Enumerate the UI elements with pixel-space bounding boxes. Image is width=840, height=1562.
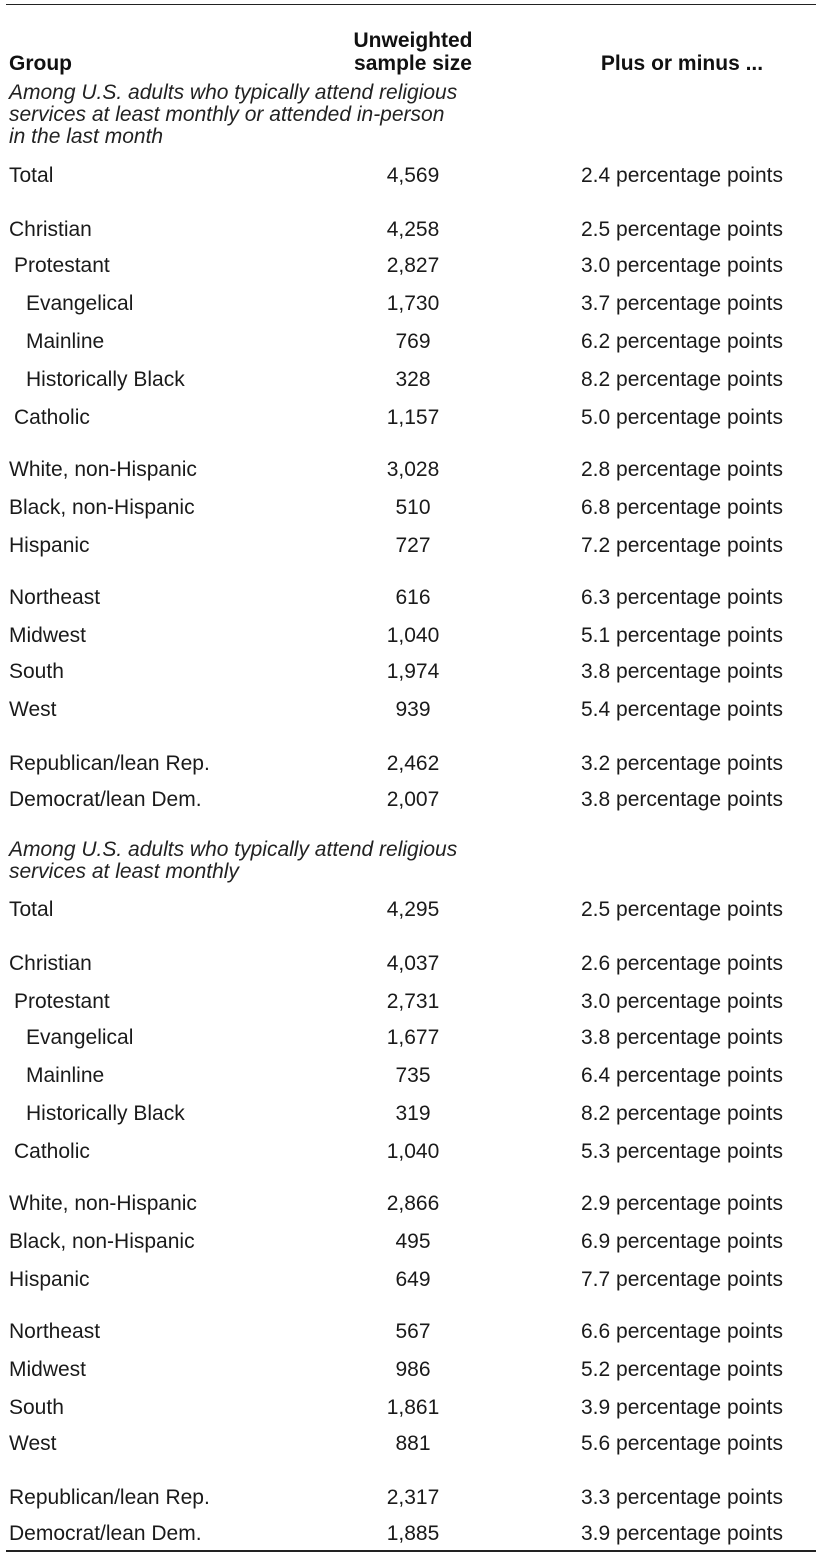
group-cell: Black, non-Hispanic — [9, 1230, 195, 1253]
group-cell: South — [9, 660, 64, 683]
group-cell: White, non-Hispanic — [9, 1192, 197, 1215]
section-title — [9, 839, 569, 883]
moe-cell: 3.0 percentage points — [581, 990, 783, 1013]
table-row — [0, 1265, 840, 1295]
moe-cell: 3.9 percentage points — [581, 1396, 783, 1419]
group-cell: Midwest — [9, 624, 87, 647]
group-cell: Midwest — [9, 1358, 87, 1381]
group-cell: Christian — [9, 952, 92, 975]
sample-size-cell: 319 — [395, 1102, 431, 1125]
sample-size-cell: 328 — [395, 368, 431, 391]
moe-cell: 6.2 percentage points — [581, 330, 783, 353]
table-row — [0, 1061, 840, 1091]
group-cell: Democrat/lean Dem. — [9, 1522, 202, 1545]
section-title-line: services at least monthly or attended in-person — [9, 103, 445, 126]
sample-size-cell: 2,827 — [386, 254, 440, 277]
sample-size-cell: 727 — [395, 534, 431, 557]
bottom-rule — [6, 1550, 816, 1552]
header-group: Group — [9, 52, 72, 75]
moe-cell: 3.7 percentage points — [581, 292, 783, 315]
moe-cell: 3.3 percentage points — [581, 1486, 783, 1509]
table-row — [0, 895, 840, 925]
table-row — [0, 1227, 840, 1257]
table-row — [0, 161, 840, 191]
group-cell: Evangelical — [26, 1026, 134, 1049]
header-sample-line1: Unweighted — [353, 29, 473, 52]
sample-size-cell: 1,974 — [386, 660, 440, 683]
moe-cell: 2.8 percentage points — [581, 458, 783, 481]
group-cell: Historically Black — [26, 1102, 185, 1125]
table-row — [0, 1023, 840, 1053]
sample-size-cell: 4,258 — [386, 218, 440, 241]
sample-size-cell: 2,007 — [386, 788, 440, 811]
group-cell: Northeast — [9, 1320, 101, 1343]
sample-size-cell: 2,866 — [386, 1192, 440, 1215]
group-cell: Christian — [9, 218, 92, 241]
group-cell: Protestant — [14, 254, 110, 277]
table-row — [0, 987, 840, 1017]
sample-size-cell: 510 — [395, 496, 431, 519]
table-row — [0, 327, 840, 357]
sample-size-cell: 2,462 — [386, 752, 440, 775]
sample-size-cell: 939 — [395, 698, 431, 721]
table-row — [0, 749, 840, 779]
sample-size-cell: 735 — [395, 1064, 431, 1087]
sample-size-cell: 769 — [395, 330, 431, 353]
group-cell: Evangelical — [26, 292, 134, 315]
table-row — [0, 215, 840, 245]
moe-cell: 5.3 percentage points — [581, 1140, 783, 1163]
sample-size-cell: 1,157 — [386, 406, 440, 429]
moe-cell: 2.5 percentage points — [581, 218, 783, 241]
moe-cell: 3.9 percentage points — [581, 1522, 783, 1545]
group-cell: Mainline — [26, 330, 105, 353]
group-cell: Catholic — [14, 406, 90, 429]
group-cell: Total — [9, 164, 54, 187]
moe-cell: 5.2 percentage points — [581, 1358, 783, 1381]
group-cell: Mainline — [26, 1064, 105, 1087]
group-cell: Democrat/lean Dem. — [9, 788, 202, 811]
table-row — [0, 1355, 840, 1385]
group-cell: Black, non-Hispanic — [9, 496, 195, 519]
table-row — [0, 1483, 840, 1513]
moe-cell: 2.5 percentage points — [581, 898, 783, 921]
group-cell: Hispanic — [9, 1268, 90, 1291]
section-title-line: Among U.S. adults who typically attend religious — [9, 81, 458, 104]
table-row — [0, 455, 840, 485]
moe-cell: 5.4 percentage points — [581, 698, 783, 721]
table-row — [0, 531, 840, 561]
table-row — [0, 1393, 840, 1423]
moe-cell: 6.9 percentage points — [581, 1230, 783, 1253]
header-sample-size — [330, 29, 496, 75]
moe-cell: 8.2 percentage points — [581, 1102, 783, 1125]
sample-size-cell: 1,885 — [386, 1522, 440, 1545]
table-row — [0, 695, 840, 725]
group-cell: South — [9, 1396, 64, 1419]
moe-cell: 6.8 percentage points — [581, 496, 783, 519]
group-cell: Catholic — [14, 1140, 90, 1163]
table-row — [0, 365, 840, 395]
sample-size-cell: 881 — [395, 1432, 431, 1455]
moe-cell: 2.9 percentage points — [581, 1192, 783, 1215]
moe-cell: 6.6 percentage points — [581, 1320, 783, 1343]
table-row — [0, 1099, 840, 1129]
group-cell: Hispanic — [9, 534, 90, 557]
sample-size-cell: 1,040 — [386, 1140, 440, 1163]
table-row — [0, 1317, 840, 1347]
group-cell: White, non-Hispanic — [9, 458, 197, 481]
moe-cell: 3.0 percentage points — [581, 254, 783, 277]
moe-cell: 6.3 percentage points — [581, 586, 783, 609]
sample-size-cell: 4,037 — [386, 952, 440, 975]
section-title-line: services at least monthly — [9, 860, 239, 883]
moe-cell: 5.1 percentage points — [581, 624, 783, 647]
sample-size-cell: 649 — [395, 1268, 431, 1291]
table-row — [0, 949, 840, 979]
section-title — [9, 82, 569, 148]
section-title-line: Among U.S. adults who typically attend religious — [9, 838, 458, 861]
table-row — [0, 403, 840, 433]
sample-size-cell: 1,730 — [386, 292, 440, 315]
group-cell: West — [9, 1432, 57, 1455]
sample-size-cell: 1,861 — [386, 1396, 440, 1419]
moe-cell: 5.6 percentage points — [581, 1432, 783, 1455]
section-title-line: in the last month — [9, 125, 164, 148]
table-row — [0, 251, 840, 281]
sample-size-cell: 4,295 — [386, 898, 440, 921]
sample-size-cell: 616 — [395, 586, 431, 609]
moe-cell: 2.6 percentage points — [581, 952, 783, 975]
moe-cell: 6.4 percentage points — [581, 1064, 783, 1087]
sample-size-cell: 986 — [395, 1358, 431, 1381]
sample-size-cell: 4,569 — [386, 164, 440, 187]
table-row — [0, 1519, 840, 1549]
moe-cell: 8.2 percentage points — [581, 368, 783, 391]
sample-size-cell: 1,677 — [386, 1026, 440, 1049]
group-cell: West — [9, 698, 57, 721]
sample-size-cell: 1,040 — [386, 624, 440, 647]
table-row — [0, 1189, 840, 1219]
moe-cell: 3.8 percentage points — [581, 788, 783, 811]
group-cell: Republican/lean Rep. — [9, 1486, 210, 1509]
table-row — [0, 621, 840, 651]
moe-cell: 3.8 percentage points — [581, 660, 783, 683]
moe-cell: 5.0 percentage points — [581, 406, 783, 429]
sample-size-cell: 2,317 — [386, 1486, 440, 1509]
moe-cell: 7.2 percentage points — [581, 534, 783, 557]
table-row — [0, 1429, 840, 1459]
sample-size-cell: 567 — [395, 1320, 431, 1343]
group-cell: Republican/lean Rep. — [9, 752, 210, 775]
sample-size-cell: 3,028 — [386, 458, 440, 481]
moe-cell: 3.8 percentage points — [581, 1026, 783, 1049]
table-row — [0, 1137, 840, 1167]
group-cell: Northeast — [9, 586, 101, 609]
table-row — [0, 657, 840, 687]
header-sample-line2: sample size — [354, 52, 472, 75]
group-cell: Protestant — [14, 990, 110, 1013]
top-rule — [6, 4, 816, 5]
table-row — [0, 583, 840, 613]
sample-size-cell: 495 — [395, 1230, 431, 1253]
moe-cell: 3.2 percentage points — [581, 752, 783, 775]
group-cell: Total — [9, 898, 54, 921]
header-margin-of-error: Plus or minus ... — [600, 52, 764, 75]
moe-cell: 2.4 percentage points — [581, 164, 783, 187]
table-row — [0, 289, 840, 319]
moe-cell: 7.7 percentage points — [581, 1268, 783, 1291]
table-row — [0, 785, 840, 815]
sample-size-cell: 2,731 — [386, 990, 440, 1013]
group-cell: Historically Black — [26, 368, 185, 391]
table-row — [0, 493, 840, 523]
